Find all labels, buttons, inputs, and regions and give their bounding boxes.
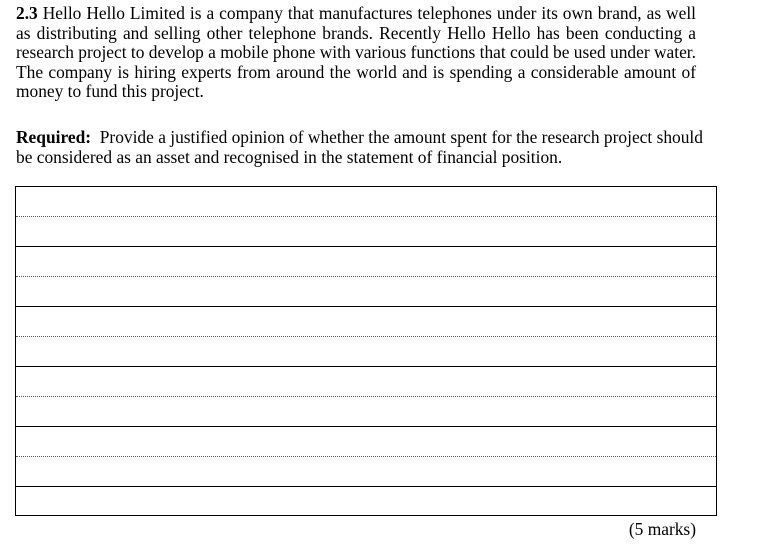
- question-number: 2.3: [16, 3, 38, 23]
- answer-line: [16, 396, 716, 397]
- answer-line: [16, 216, 716, 217]
- question-paragraph: [16, 4, 696, 102]
- question-text: Hello Hello Limited is a company that manufactures telephones under its own brand, as well as distributing and selling other telephone brands. Recently Hello Hello has been conducting a research project to develop a mobile phone with various functions that could be used under water. The company is hiring experts from around the world and is spending a considerable amount of money to fund this project.: [16, 3, 696, 102]
- required-label: Required:: [16, 127, 92, 147]
- answer-box[interactable]: [15, 186, 717, 516]
- answer-line: [16, 426, 716, 427]
- answer-line: [16, 456, 716, 457]
- required-instruction: [16, 127, 706, 167]
- answer-line: [16, 486, 716, 487]
- answer-line: [16, 306, 716, 307]
- required-text: Provide a justified opinion of whether the amount spent for the research project should be considered as an asset and recognised in the statement of financial position.: [16, 127, 703, 167]
- answer-line: [16, 246, 716, 247]
- answer-line: [16, 366, 716, 367]
- answer-line: [16, 336, 716, 337]
- marks-allocation: (5 marks): [628, 519, 696, 539]
- answer-line: [16, 276, 716, 277]
